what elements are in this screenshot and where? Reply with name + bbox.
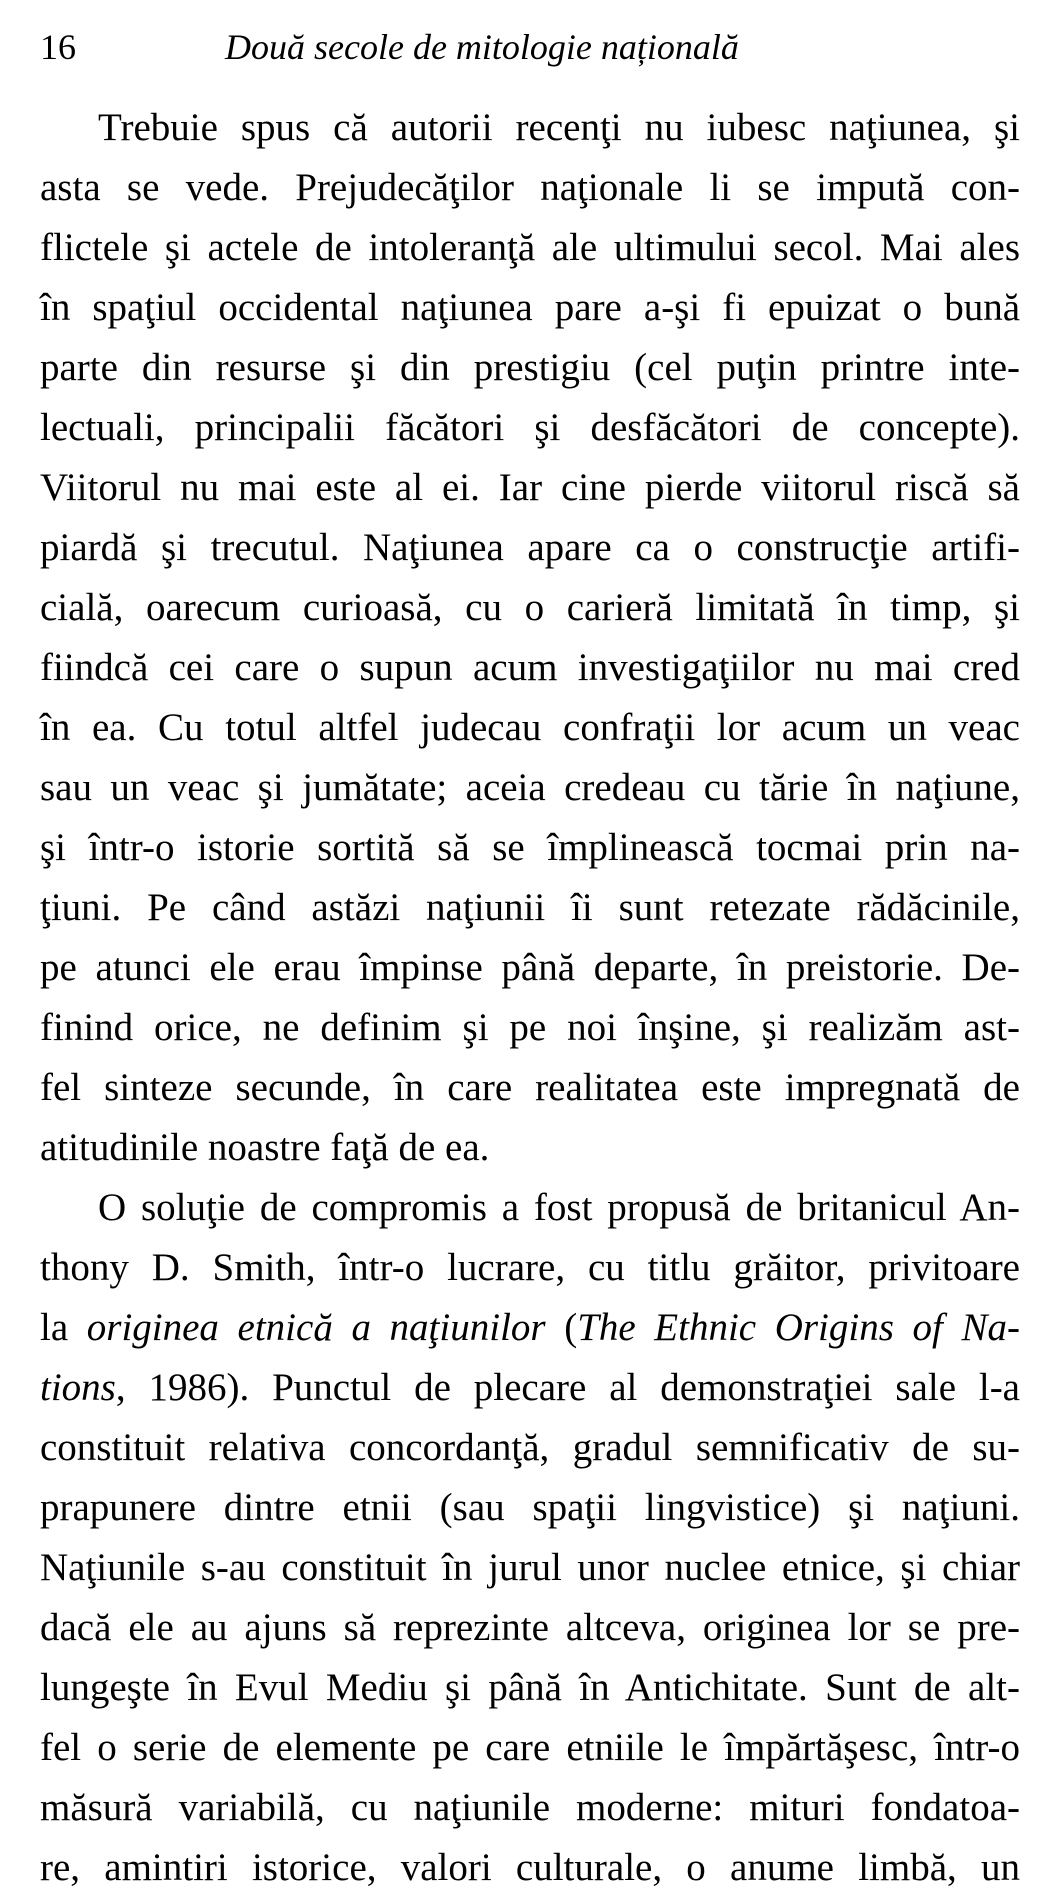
text-line bbox=[40, 1718, 1020, 1778]
text-segment: prapunere dintre etnii (sau spaţii lingvistice) şi naţiuni. bbox=[40, 1486, 1020, 1529]
text-segment: thony D. Smith, într-o lucrare, cu titlu grăitor, privitoare bbox=[40, 1246, 1020, 1289]
text-line bbox=[40, 458, 1020, 518]
text-line bbox=[40, 158, 1020, 218]
text-segment: ţiuni. Pe când astăzi naţiunii îi sunt retezate rădăcinile, bbox=[40, 886, 1020, 929]
text-line bbox=[40, 878, 1020, 938]
text-line bbox=[40, 1058, 1020, 1118]
italic-text-segment: originea etnică a naţiunilor bbox=[86, 1306, 546, 1349]
page-header bbox=[40, 22, 1020, 72]
text-line bbox=[40, 1238, 1020, 1298]
text-line bbox=[40, 578, 1020, 638]
text-segment: piardă şi trecutul. Naţiunea apare ca o construcţie artifi- bbox=[40, 526, 1020, 569]
text-line bbox=[40, 1838, 1020, 1898]
text-segment: şi într-o istorie sortită să se împlinească tocmai prin na- bbox=[40, 826, 1020, 869]
text-segment: atitudinile noastre faţă de ea. bbox=[40, 1126, 490, 1169]
text-segment: , 1986). Punctul de plecare al demonstraţiei sale l-a bbox=[115, 1366, 1020, 1409]
text-line bbox=[40, 1598, 1020, 1658]
text-line bbox=[40, 1298, 1020, 1358]
text-line bbox=[40, 1418, 1020, 1478]
text-line bbox=[40, 1358, 1020, 1418]
text-segment: ( bbox=[545, 1306, 578, 1349]
text-segment: Naţiunile s-au constituit în jurul unor nuclee etnice, şi chiar bbox=[40, 1546, 1020, 1589]
text-segment: parte din resurse şi din prestigiu (cel puţin printre inte- bbox=[40, 346, 1020, 389]
text-line bbox=[40, 218, 1020, 278]
text-line bbox=[40, 1118, 1020, 1178]
text-segment: re, amintiri istorice, valori culturale, o anume limbă, un bbox=[40, 1846, 1020, 1889]
page-number: 16 bbox=[40, 27, 76, 67]
text-line bbox=[40, 758, 1020, 818]
text-line bbox=[40, 818, 1020, 878]
text-segment: lectuali, principalii făcători şi desfăcători de concepte). bbox=[40, 406, 1020, 449]
text-line bbox=[40, 638, 1020, 698]
text-segment: dacă ele au ajuns să reprezinte altceva, originea lor se pre- bbox=[40, 1606, 1020, 1649]
text-segment: cială, oarecum curioasă, cu o carieră limitată în timp, şi bbox=[40, 586, 1020, 629]
text-segment: Trebuie spus că autorii recenţi nu iubesc naţiunea, şi bbox=[98, 106, 1020, 149]
running-title: Două secole de mitologie națională bbox=[225, 27, 739, 67]
text-line bbox=[40, 278, 1020, 338]
text-line bbox=[40, 338, 1020, 398]
text-line bbox=[40, 398, 1020, 458]
italic-text-segment: tions bbox=[40, 1366, 116, 1409]
text-segment: sau un veac şi jumătate; aceia credeau cu tărie în naţiune, bbox=[40, 766, 1020, 809]
italic-text-segment: The Ethnic Origins of Na- bbox=[577, 1306, 1020, 1349]
text-segment: în ea. Cu totul altfel judecau confraţii lor acum un veac bbox=[40, 706, 1020, 749]
text-segment: flictele şi actele de intoleranţă ale ultimului secol. Mai ales bbox=[40, 226, 1020, 269]
text-segment: fel sinteze secunde, în care realitatea este impregnată de bbox=[40, 1066, 1020, 1109]
text-segment: fiindcă cei care o supun acum investigaţiilor nu mai cred bbox=[40, 646, 1020, 689]
text-segment: în spaţiul occidental naţiunea pare a-şi fi epuizat o bună bbox=[40, 286, 1020, 329]
body-text bbox=[40, 98, 1020, 1898]
text-segment: Viitorul nu mai este al ei. Iar cine pierde viitorul riscă să bbox=[40, 466, 1020, 509]
text-line bbox=[40, 1658, 1020, 1718]
text-line bbox=[40, 98, 1020, 158]
text-segment: lungeşte în Evul Mediu şi până în Antichitate. Sunt de alt- bbox=[40, 1666, 1020, 1709]
text-line bbox=[40, 1478, 1020, 1538]
text-line bbox=[40, 698, 1020, 758]
text-segment: asta se vede. Prejudecăţilor naţionale li se impută con- bbox=[40, 166, 1020, 209]
text-line bbox=[40, 938, 1020, 998]
text-segment: măsură variabilă, cu naţiunile moderne: mituri fondatoa- bbox=[40, 1786, 1020, 1829]
text-segment: finind orice, ne definim şi pe noi înşine, şi realizăm ast- bbox=[40, 1006, 1020, 1049]
text-segment: pe atunci ele erau împinse până departe, în preistorie. De- bbox=[40, 946, 1020, 989]
text-segment: la bbox=[40, 1306, 87, 1349]
text-segment: constituit relativa concordanţă, gradul semnificativ de su- bbox=[40, 1426, 1020, 1469]
text-line bbox=[40, 1538, 1020, 1598]
text-segment: O soluţie de compromis a fost propusă de britanicul An- bbox=[98, 1186, 1020, 1229]
text-segment: fel o serie de elemente pe care etniile le împărtăşesc, într-o bbox=[40, 1726, 1020, 1769]
text-line bbox=[40, 1178, 1020, 1238]
text-line bbox=[40, 998, 1020, 1058]
text-line bbox=[40, 1778, 1020, 1838]
text-line bbox=[40, 518, 1020, 578]
